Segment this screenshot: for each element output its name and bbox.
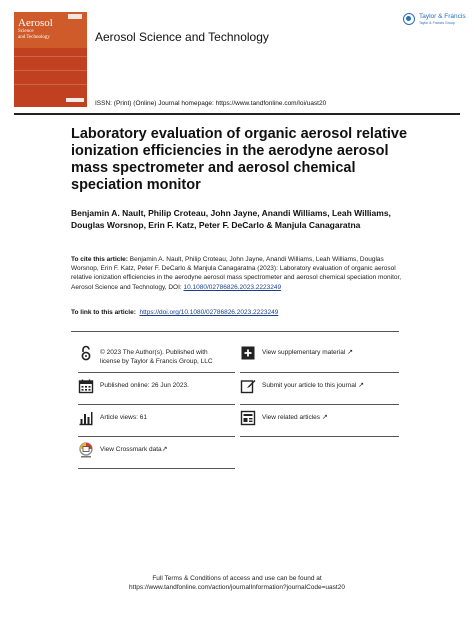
published-date: Published online: 26 Jun 2023. xyxy=(100,382,189,389)
header-divider xyxy=(14,113,460,115)
crossmark-text: View Crossmark data xyxy=(100,446,162,453)
supplementary-text: View supplementary material xyxy=(262,349,346,356)
journal-title[interactable]: Aerosol Science and Technology xyxy=(95,30,269,44)
cover-title-line1: Aerosol xyxy=(18,17,53,29)
publisher-logo-tagline: Taylor & Francis Group xyxy=(419,21,455,25)
info-divider xyxy=(78,468,235,469)
publisher-logo[interactable] xyxy=(403,11,465,31)
calendar-icon xyxy=(78,378,94,394)
article-authors: Benjamin A. Nault, Philip Croteau, John Jayne, Anandi Williams, Leah Williams, Douglas Worsnop, Erin F. Katz, Peter F. DeCarlo & Manjula Canagaratna xyxy=(71,208,391,230)
crossmark-link[interactable] xyxy=(78,442,238,466)
submit-label xyxy=(262,382,364,391)
cover-publisher-mark xyxy=(66,98,84,102)
license-line2: license by Taylor & Francis Group, LLC xyxy=(100,357,213,365)
submit-article-link[interactable] xyxy=(240,378,400,402)
article-doi-url-link[interactable]: https://doi.org/10.1080/02786826.2023.2223249 xyxy=(139,309,279,316)
external-link-icon: ↗ xyxy=(347,349,354,356)
info-divider xyxy=(240,372,399,373)
cover-stripe xyxy=(14,56,87,57)
publisher-logo-name: Taylor & Francis xyxy=(419,13,466,20)
license-line1: © 2023 The Author(s). Published with xyxy=(100,349,208,356)
info-divider xyxy=(78,372,235,373)
info-divider xyxy=(78,436,235,437)
supplementary-label xyxy=(262,349,353,358)
citation-divider xyxy=(71,331,399,332)
footer-terms-url[interactable]: https://www.tandfonline.com/action/journalInformation?journalCode=uast20 xyxy=(129,584,345,591)
open-access-icon xyxy=(78,345,94,361)
cover-stripe xyxy=(14,70,87,71)
crossmark-icon xyxy=(78,442,94,458)
article-views xyxy=(78,410,238,434)
pencil-edit-icon xyxy=(240,378,256,394)
link-to-label: To link to this article: xyxy=(71,309,136,316)
related-articles-link[interactable] xyxy=(240,410,400,434)
plus-box-icon xyxy=(240,345,256,361)
terms-footer xyxy=(80,574,394,592)
license-text xyxy=(100,349,213,366)
citation-text: Benjamin A. Nault, Philip Croteau, John Jayne, Anandi Williams, Leah Williams, Douglas Worsnop, Erin F. Katz, Peter F. DeCarlo & Manjula Canagaratna (2023): Laboratory evaluation of organic aerosol relative ionization efficiencies in the aerodyne aerosol mass spectrometer and aerosol chemical speciation monitor, Aerosol Science and Technology, DOI: xyxy=(71,256,402,291)
related-text: View related articles xyxy=(262,414,321,421)
footer-line1: Full Terms & Conditions of access and use can be found at xyxy=(152,575,322,582)
citation-label: To cite this article: xyxy=(71,256,128,263)
info-divider xyxy=(240,436,399,437)
crossmark-label xyxy=(100,446,168,455)
link-to-article xyxy=(71,309,278,316)
external-link-icon: ↗ xyxy=(358,382,364,389)
open-access-license xyxy=(78,345,238,369)
article-views-count: Article views: 61 xyxy=(100,414,147,421)
supplementary-material-link[interactable] xyxy=(240,345,400,369)
info-divider xyxy=(240,404,399,405)
cover-title-line2: Science xyxy=(18,29,34,34)
info-divider xyxy=(78,404,235,405)
citation-block xyxy=(71,255,407,292)
related-articles-icon xyxy=(240,410,256,426)
bar-chart-icon xyxy=(78,410,94,426)
external-link-icon: ↗ xyxy=(161,446,168,453)
issn-homepage-line: ISSN: (Print) (Online) Journal homepage: https://www.tandfonline.com/loi/uast20 xyxy=(95,100,327,107)
related-label xyxy=(262,414,328,423)
published-online xyxy=(78,378,238,402)
cover-stripe xyxy=(14,84,87,85)
cover-tag xyxy=(68,14,82,19)
submit-text: Submit your article to this journal xyxy=(262,382,357,389)
citation-doi-link[interactable]: 10.1080/02786826.2023.2223249 xyxy=(183,283,282,291)
journal-cover-image xyxy=(14,12,87,107)
taylor-francis-logo-icon xyxy=(403,13,415,25)
external-link-icon: ↗ xyxy=(321,414,328,421)
cover-title-line3: and Technology xyxy=(18,35,50,40)
article-title: Laboratory evaluation of organic aerosol relative ionization efficiencies in the aerodyne aerosol mass spectrometer and aerosol chemical speciation monitor xyxy=(71,126,408,193)
